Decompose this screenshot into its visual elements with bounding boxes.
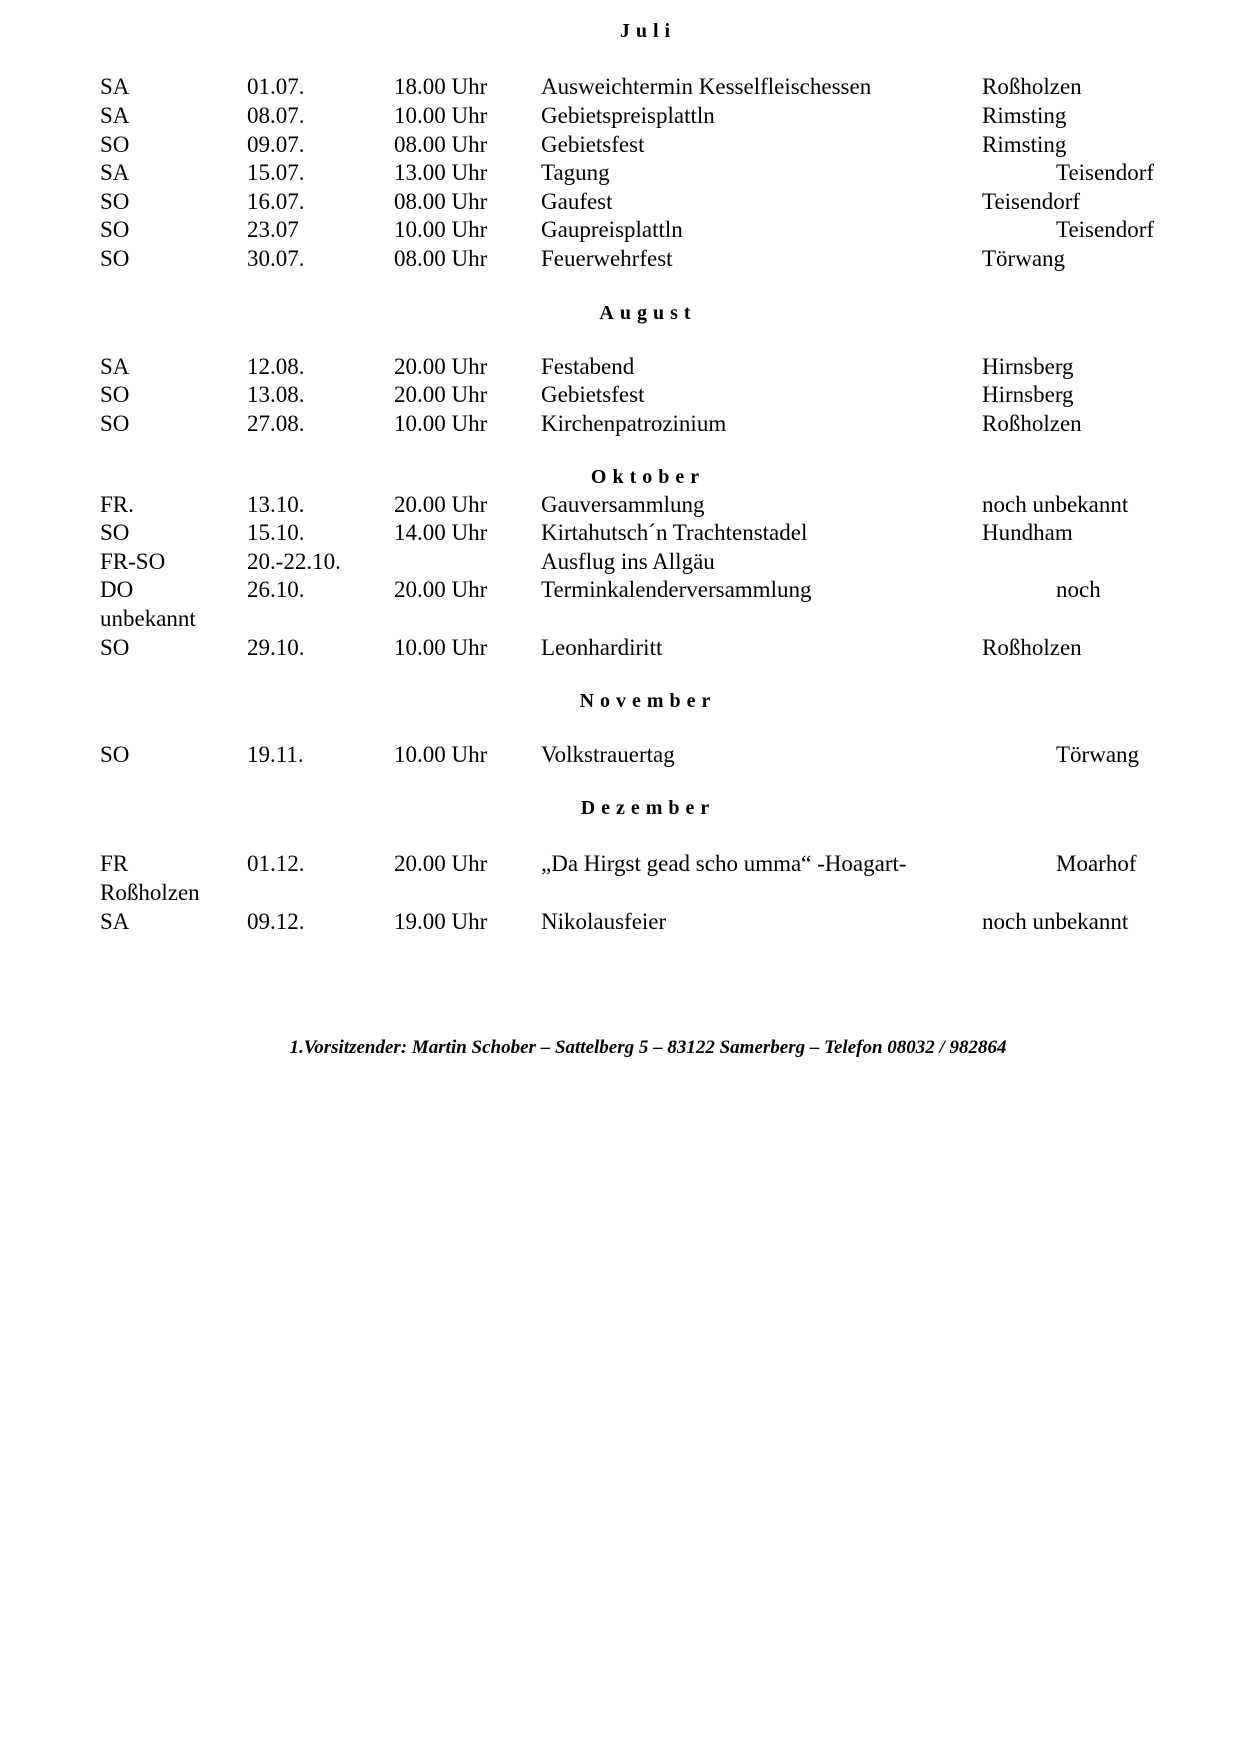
row-place: Moarhof — [1056, 851, 1137, 876]
row-event: Gebietsfest — [541, 382, 645, 407]
row-day: SA — [100, 909, 130, 934]
row-event: Kirtahutsch´n Trachtenstadel — [541, 520, 808, 545]
row-day: SO — [100, 189, 130, 214]
month-heading-august: August — [599, 302, 697, 324]
row-event: Nikolausfeier — [541, 909, 667, 934]
row-time: 13.00 Uhr — [394, 160, 488, 185]
row-time: 08.00 Uhr — [394, 132, 488, 157]
row-day: SO — [100, 246, 130, 271]
row-place: noch unbekannt — [982, 909, 1129, 934]
row-date: 09.07. — [247, 132, 305, 157]
row-time: 20.00 Uhr — [394, 851, 488, 876]
row-place: Teisendorf — [1056, 217, 1155, 242]
row-time: 10.00 Uhr — [394, 217, 488, 242]
row-place: Teisendorf — [1056, 160, 1155, 185]
row-place: noch — [1056, 577, 1101, 602]
row-date: 01.12. — [247, 851, 305, 876]
row-date: 27.08. — [247, 411, 305, 436]
row-event: Festabend — [541, 354, 635, 379]
row-date: 09.12. — [247, 909, 305, 934]
row-event: Leonhardiritt — [541, 635, 663, 660]
row-event: „Da Hirgst gead scho umma“ -Hoagart- — [541, 851, 907, 876]
row-day: SO — [100, 520, 130, 545]
row-event: Volkstrauertag — [541, 742, 675, 767]
row-time: 20.00 Uhr — [394, 492, 488, 517]
row-place: Roßholzen — [982, 74, 1082, 99]
row-event: Kirchenpatrozinium — [541, 411, 727, 436]
row-time: 20.00 Uhr — [394, 577, 488, 602]
footer-contact: 1.Vorsitzender: Martin Schober – Sattelberg 5 – 83122 Samerberg – Telefon 08032 / 982864 — [289, 1037, 1007, 1058]
row-time: 14.00 Uhr — [394, 520, 488, 545]
row-place: Roßholzen — [982, 635, 1082, 660]
row-date: 16.07. — [247, 189, 305, 214]
row-event: Gaupreisplattln — [541, 217, 683, 242]
row-date: 12.08. — [247, 354, 305, 379]
row-day: SA — [100, 103, 130, 128]
row-day: FR — [100, 851, 129, 876]
row-event: Gebietspreisplattln — [541, 103, 715, 128]
month-heading-november: November — [579, 690, 717, 712]
row-place: Hirnsberg — [982, 354, 1074, 379]
row-day: DO — [100, 577, 134, 602]
month-heading-juli: Juli — [619, 20, 677, 42]
row-day: SO — [100, 742, 130, 767]
row-date: 19.11. — [247, 742, 304, 767]
row-time: 08.00 Uhr — [394, 189, 488, 214]
row-place: Hundham — [982, 520, 1073, 545]
row-place: Törwang — [1056, 742, 1140, 767]
row-time: 10.00 Uhr — [394, 103, 488, 128]
row-time: 10.00 Uhr — [394, 742, 488, 767]
row-event: Gebietsfest — [541, 132, 645, 157]
row-place-continued: unbekannt — [100, 606, 196, 631]
row-date: 15.10. — [247, 520, 305, 545]
row-time: 20.00 Uhr — [394, 354, 488, 379]
row-time: 10.00 Uhr — [394, 635, 488, 660]
row-day: FR-SO — [100, 549, 166, 574]
row-day: SO — [100, 382, 130, 407]
row-time: 20.00 Uhr — [394, 382, 488, 407]
row-day: SA — [100, 74, 130, 99]
row-day: SO — [100, 132, 130, 157]
row-date: 23.07 — [247, 217, 299, 242]
row-day: SA — [100, 354, 130, 379]
row-time: 10.00 Uhr — [394, 411, 488, 436]
row-event: Ausflug ins Allgäu — [541, 549, 715, 574]
row-date: 13.08. — [247, 382, 305, 407]
month-heading-dezember: Dezember — [580, 797, 716, 819]
row-place: Rimsting — [982, 103, 1067, 128]
row-event: Gaufest — [541, 189, 613, 214]
month-heading-oktober: Oktober — [590, 466, 706, 488]
row-day: SO — [100, 635, 130, 660]
row-date: 01.07. — [247, 74, 305, 99]
row-place: Roßholzen — [982, 411, 1082, 436]
row-date: 20.-22.10. — [247, 549, 341, 574]
row-date: 13.10. — [247, 492, 305, 517]
row-time: 18.00 Uhr — [394, 74, 488, 99]
row-day: SA — [100, 160, 130, 185]
row-date: 26.10. — [247, 577, 305, 602]
row-day: SO — [100, 217, 130, 242]
row-day: FR. — [100, 492, 134, 517]
row-event: Tagung — [541, 160, 610, 185]
row-place: noch unbekannt — [982, 492, 1129, 517]
row-place-continued: Roßholzen — [100, 880, 200, 905]
row-time: 08.00 Uhr — [394, 246, 488, 271]
row-date: 29.10. — [247, 635, 305, 660]
row-place: Hirnsberg — [982, 382, 1074, 407]
row-event: Ausweichtermin Kesselfleischessen — [541, 74, 872, 99]
row-date: 30.07. — [247, 246, 305, 271]
row-event: Terminkalenderversammlung — [541, 577, 812, 602]
row-place: Törwang — [982, 246, 1066, 271]
row-day: SO — [100, 411, 130, 436]
row-date: 08.07. — [247, 103, 305, 128]
row-event: Gauversammlung — [541, 492, 705, 517]
row-event: Feuerwehrfest — [541, 246, 673, 271]
row-place: Teisendorf — [982, 189, 1081, 214]
row-time: 19.00 Uhr — [394, 909, 488, 934]
row-place: Rimsting — [982, 132, 1067, 157]
row-date: 15.07. — [247, 160, 305, 185]
